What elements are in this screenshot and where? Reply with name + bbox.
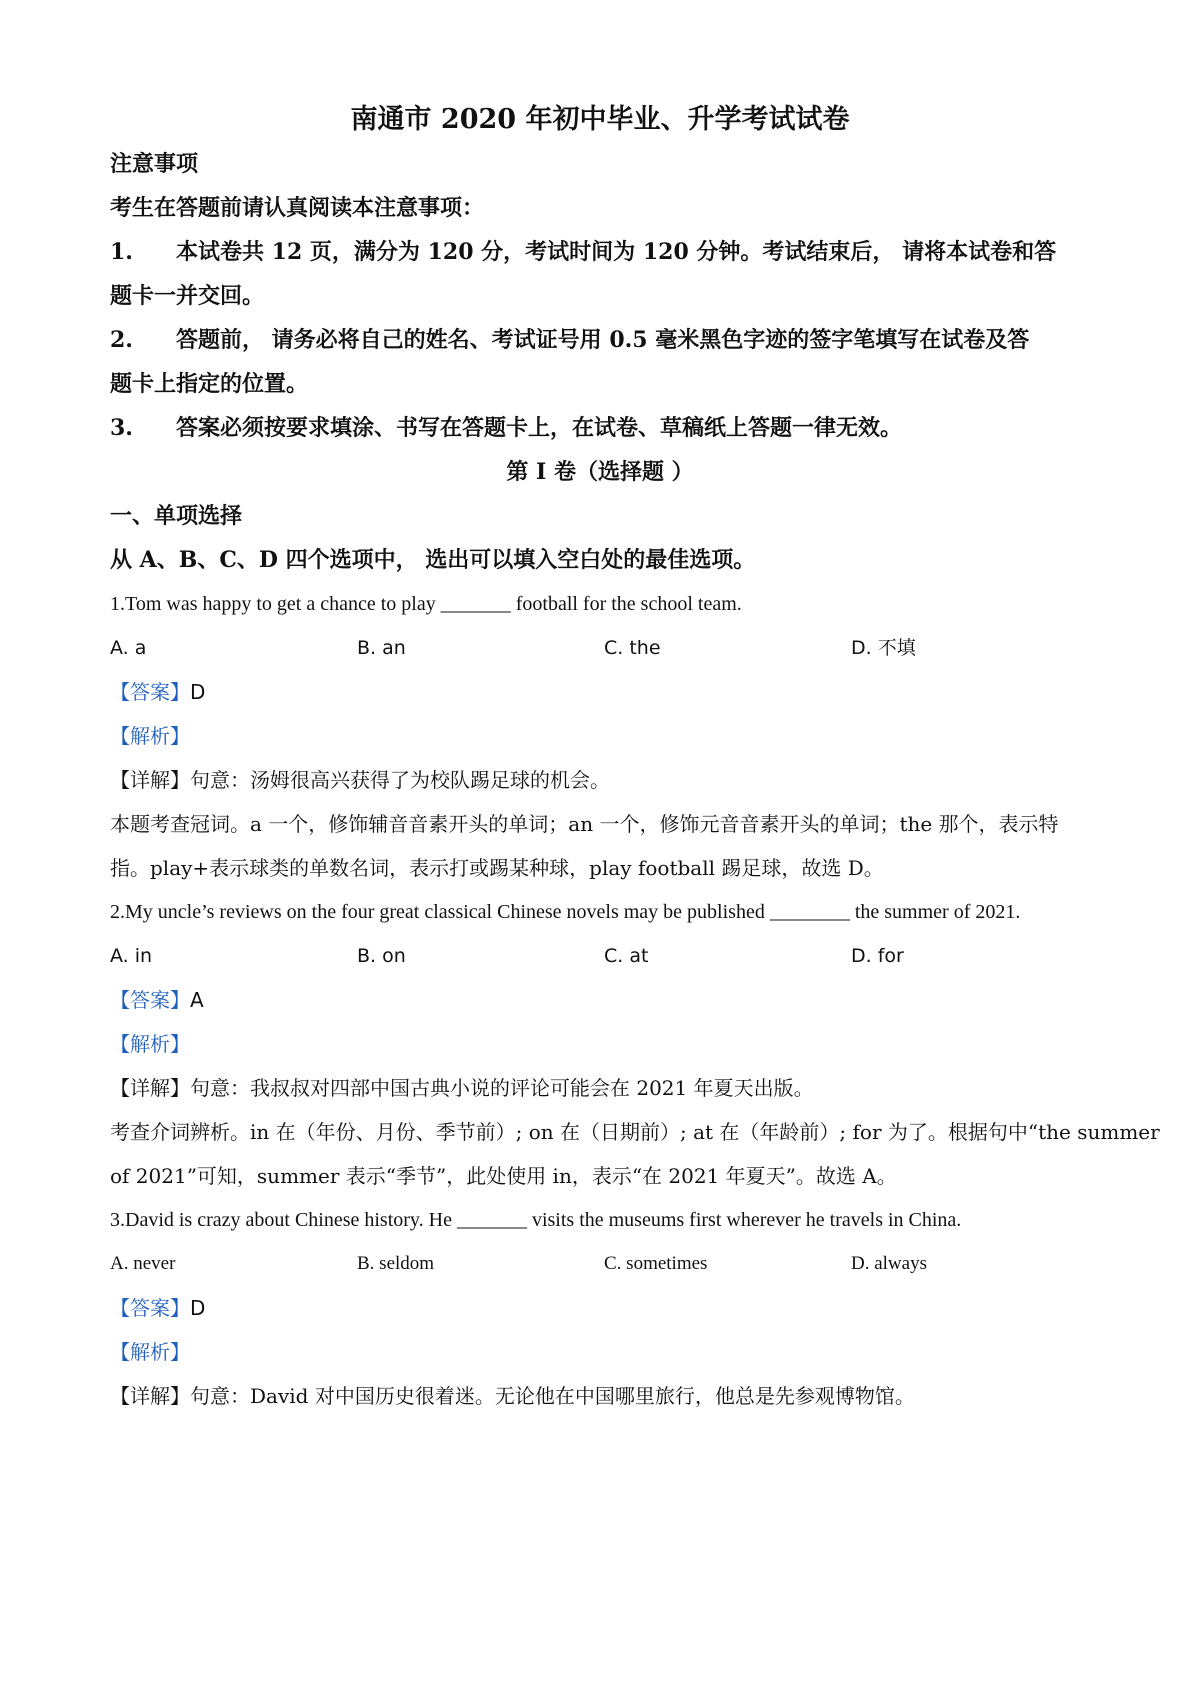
question-2-option-d: D. for xyxy=(851,945,904,967)
notice-item-1 xyxy=(110,238,1056,266)
detail-label: 【详解】 xyxy=(110,1076,190,1100)
answer-value: D xyxy=(190,680,206,704)
answer-value: A xyxy=(190,988,204,1012)
notice-item-number: 2. xyxy=(110,327,133,353)
part-title: 第 I 卷（选择题 ） xyxy=(506,459,694,485)
question-2-option-b: B. on xyxy=(357,945,406,967)
question-3-option-b: B. seldom xyxy=(357,1253,435,1274)
page-title: 南通市 2020 年初中毕业、升学考试试卷 xyxy=(350,104,850,135)
question-2-answer xyxy=(110,986,204,1014)
question-2-option-a: A. in xyxy=(110,945,153,967)
question-1-explanation-line-1: 本题考查冠词。a 一个，修饰辅音音素开头的单词；an 一个，修饰元音音素开头的单词；the 那个，表示特 xyxy=(110,812,1059,836)
question-1-detail xyxy=(110,766,610,794)
question-3-option-c: C. sometimes xyxy=(604,1253,708,1274)
answer-value: D xyxy=(190,1296,206,1320)
question-1-explanation-line-2: 指。play+表示球类的单数名词，表示打或踢某种球，play football 踢足球，故选 D。 xyxy=(110,856,884,880)
question-2-stem: 2.My uncle’s reviews on the four great classical Chinese novels may be published ________ the summer of 2021. xyxy=(110,901,1021,923)
notice-item-1-cont: 题卡一并交回。 xyxy=(110,283,265,309)
question-3-stem: 3.David is crazy about Chinese history. He _______ visits the museums first wherever he travels in China. xyxy=(110,1209,962,1231)
question-3-option-d: D. always xyxy=(851,1253,927,1274)
answer-label: 【答案】 xyxy=(110,1296,190,1320)
question-2-detail xyxy=(110,1074,814,1102)
notice-item-number: 1. xyxy=(110,239,133,265)
question-1-option-b: B. an xyxy=(357,637,406,659)
detail-label: 【详解】 xyxy=(110,768,190,792)
notice-item-text: 答案必须按要求填涂、书写在答题卡上，在试卷、草稿纸上答题一律无效。 xyxy=(176,415,903,441)
notice-item-number: 3. xyxy=(110,415,133,441)
question-3-detail xyxy=(110,1382,915,1410)
answer-label: 【答案】 xyxy=(110,680,190,704)
question-1-option-a: A. a xyxy=(110,637,147,659)
question-3-analysis-label: 【解析】 xyxy=(110,1340,190,1364)
section-instruction: 从 A、B、C、D 四个选项中， 选出可以填入空白处的最佳选项。 xyxy=(110,547,756,573)
notice-item-2 xyxy=(110,326,1029,354)
notice-heading: 注意事项 xyxy=(110,151,199,177)
detail-text: 句意：David 对中国历史很着迷。无论他在中国哪里旅行，他总是先参观博物馆。 xyxy=(190,1384,915,1408)
question-1-stem: 1.Tom was happy to get a chance to play _______ football for the school team. xyxy=(110,593,742,615)
notice-item-text: 答题前， 请务必将自己的姓名、考试证号用 0.5 毫米黑色字迹的签字笔填写在试卷及答 xyxy=(176,327,1030,353)
question-2-explanation-line-1: 考查介词辨析。in 在（年份、月份、季节前）; on 在（日期前）; at 在（年龄前）; for 为了。根据句中“the summer xyxy=(110,1120,1160,1144)
detail-label: 【详解】 xyxy=(110,1384,190,1408)
question-3-answer xyxy=(110,1294,205,1322)
notice-intro: 考生在答题前请认真阅读本注意事项： xyxy=(110,195,485,221)
section-title: 一、单项选择 xyxy=(110,503,243,529)
question-1-option-c: C. the xyxy=(604,637,661,659)
detail-text: 句意：汤姆很高兴获得了为校队踢足球的机会。 xyxy=(190,768,610,792)
question-2-analysis-label: 【解析】 xyxy=(110,1032,190,1056)
notice-item-3 xyxy=(110,414,902,442)
question-1-option-d: D. 不填 xyxy=(851,637,916,659)
notice-item-2-cont: 题卡上指定的位置。 xyxy=(110,371,309,397)
question-3-option-a: A. never xyxy=(110,1253,176,1274)
question-2-option-c: C. at xyxy=(604,945,649,967)
question-1-answer xyxy=(110,678,205,706)
notice-item-text: 本试卷共 12 页，满分为 120 分，考试时间为 120 分钟。考试结束后， 请将本试卷和答 xyxy=(176,239,1057,265)
detail-text: 句意：我叔叔对四部中国古典小说的评论可能会在 2021 年夏天出版。 xyxy=(190,1076,814,1100)
question-1-analysis-label: 【解析】 xyxy=(110,724,190,748)
question-2-explanation-line-2: of 2021”可知，summer 表示“季节”，此处使用 in，表示“在 2021 年夏天”。故选 A。 xyxy=(110,1164,897,1188)
answer-label: 【答案】 xyxy=(110,988,190,1012)
